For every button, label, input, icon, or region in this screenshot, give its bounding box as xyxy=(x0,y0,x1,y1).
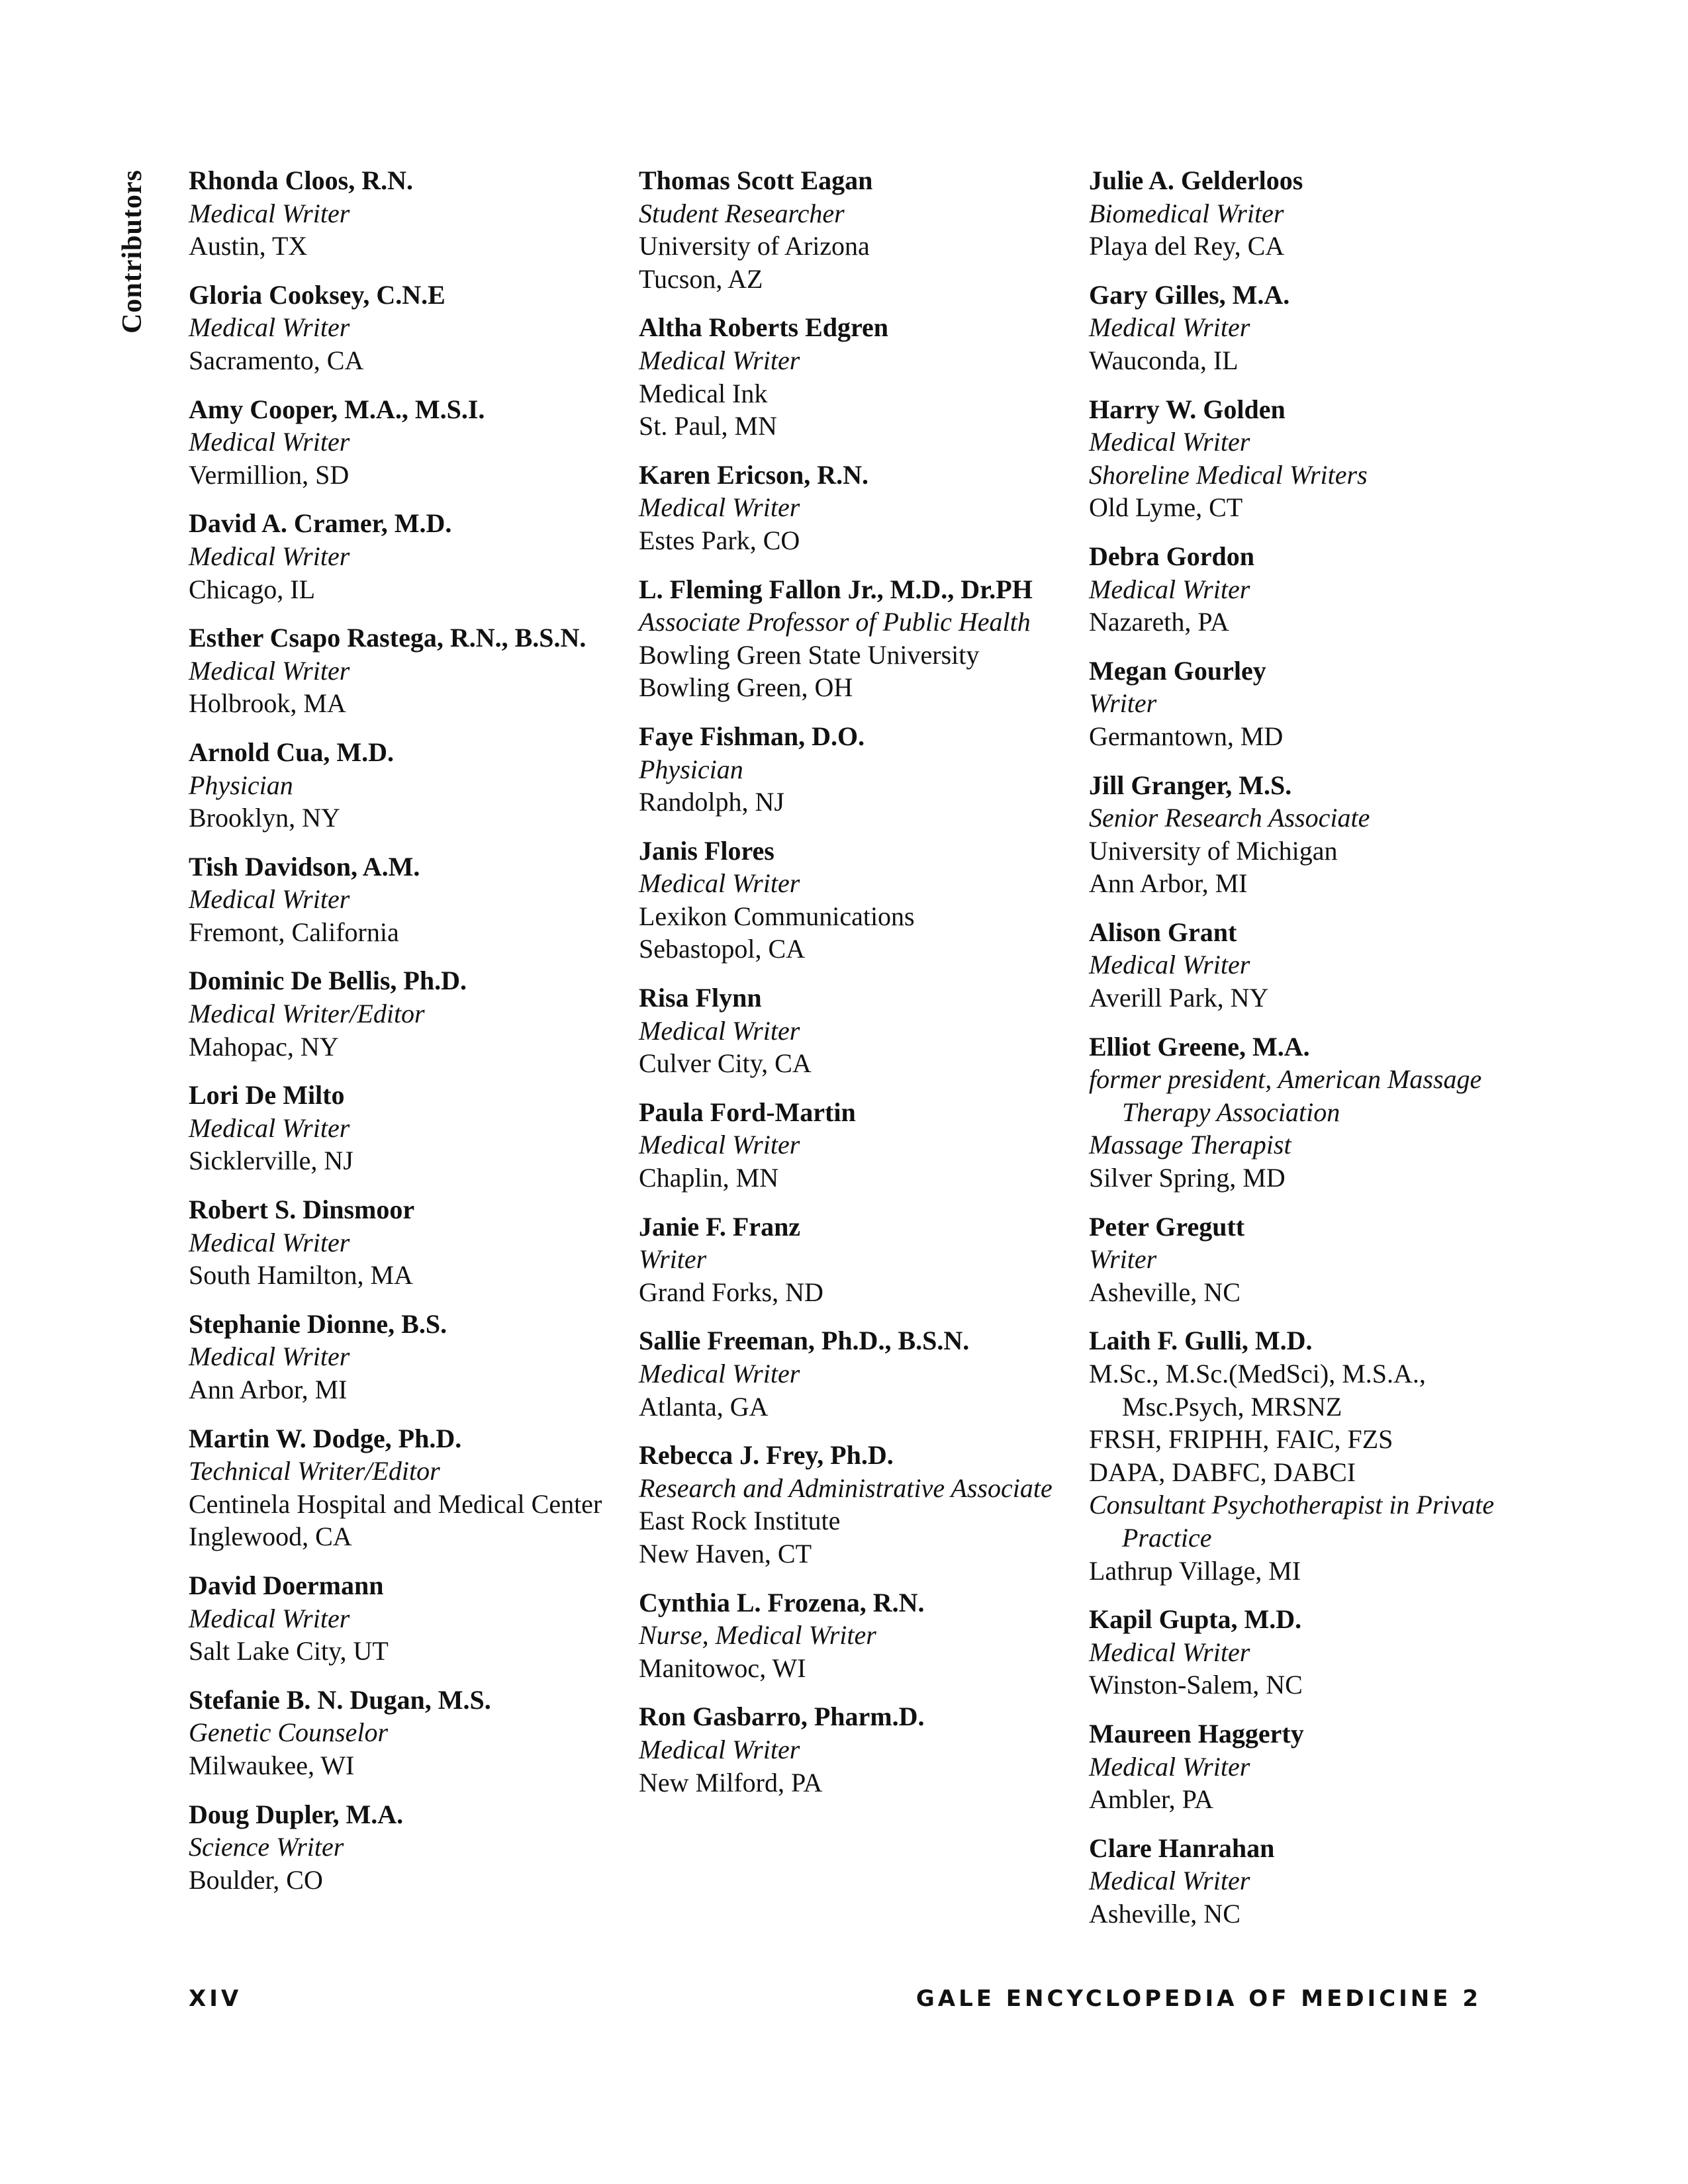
contributor-detail: New Haven, CT xyxy=(639,1538,812,1569)
contributor-title: Medical Writer xyxy=(189,1113,350,1143)
contributor-entry xyxy=(189,1684,612,1782)
contributor-detail: Silver Spring, MD xyxy=(1089,1163,1286,1193)
contributor-entry xyxy=(639,311,1062,442)
contributor-name: Karen Ericson, R.N. xyxy=(639,459,869,490)
contributor-name: Peter Gregutt xyxy=(1089,1211,1245,1242)
contributor-detail: Winston-Salem, NC xyxy=(1089,1670,1303,1700)
contributor-title: Medical Writer xyxy=(189,1603,350,1633)
contributors-column-3 xyxy=(1089,164,1513,1946)
contributor-title: Medical Writer xyxy=(639,1130,800,1160)
contributor-title: Writer xyxy=(639,1244,707,1275)
contributor-title: Medical Writer xyxy=(1089,574,1250,604)
contributor-name: David A. Cramer, M.D. xyxy=(189,508,452,539)
contributor-entry xyxy=(639,1096,1062,1195)
contributor-title: Medical Writer xyxy=(639,1015,800,1046)
contributor-entry xyxy=(639,1586,1062,1685)
contributor-entry xyxy=(189,393,612,492)
contributor-name: Doug Dupler, M.A. xyxy=(189,1799,404,1829)
contributor-title: former president, American Massage Therapy Association xyxy=(1089,1064,1482,1127)
contributor-entry xyxy=(189,850,612,949)
contributor-detail: Boulder, CO xyxy=(189,1864,323,1895)
contributor-detail: Chicago, IL xyxy=(189,574,316,604)
contributor-name: Esther Csapo Rastega, R.N., B.S.N. xyxy=(189,623,586,653)
contributor-name: Stefanie B. N. Dugan, M.S. xyxy=(189,1684,491,1715)
contributor-detail: M.Sc., M.Sc.(MedSci), M.S.A., Msc.Psych, MRSNZ xyxy=(1089,1359,1426,1422)
contributor-entry xyxy=(189,1079,612,1177)
contributor-title: Medical Writer xyxy=(639,492,800,523)
contributor-detail: Sacramento, CA xyxy=(189,345,364,375)
contributor-detail: Bowling Green State University xyxy=(639,639,980,670)
contributor-name: Paula Ford-Martin xyxy=(639,1097,856,1127)
contributor-entry xyxy=(1089,279,1513,377)
contributor-detail: Asheville, NC xyxy=(1089,1277,1241,1307)
contributor-entry xyxy=(639,573,1062,704)
contributor-title: Medical Writer xyxy=(189,1227,350,1257)
contributor-name: Dominic De Bellis, Ph.D. xyxy=(189,966,467,996)
contributor-name: Martin W. Dodge, Ph.D. xyxy=(189,1423,462,1453)
contributor-entry xyxy=(189,507,612,606)
contributor-title: Physician xyxy=(189,770,293,800)
contributor-detail: Asheville, NC xyxy=(1089,1898,1241,1929)
contributor-title: Shoreline Medical Writers xyxy=(1089,459,1368,490)
contributor-detail: Holbrook, MA xyxy=(189,688,346,719)
contributor-detail: Wauconda, IL xyxy=(1089,345,1239,375)
contributor-title: Associate Professor of Public Health xyxy=(639,607,1031,637)
contributor-title: Medical Writer xyxy=(189,198,350,228)
contributor-entry xyxy=(639,164,1062,295)
contributor-detail: Nazareth, PA xyxy=(1089,607,1229,637)
contributor-entry xyxy=(1089,393,1513,524)
contributor-detail: Manitowoc, WI xyxy=(639,1653,806,1683)
contributor-title: Writer xyxy=(1089,688,1157,719)
contributor-entry xyxy=(1089,1603,1513,1702)
contributor-entry xyxy=(1089,1030,1513,1195)
contributor-detail: Ann Arbor, MI xyxy=(1089,868,1248,899)
contributor-detail: Estes Park, CO xyxy=(639,525,800,555)
contributor-title: Senior Research Associate xyxy=(1089,803,1370,833)
contributor-name: Harry W. Golden xyxy=(1089,394,1286,424)
contributor-entry xyxy=(189,1193,612,1292)
section-side-label-text: Contributors xyxy=(117,169,148,334)
contributor-name: Sallie Freeman, Ph.D., B.S.N. xyxy=(639,1326,970,1356)
contributor-title: Student Researcher xyxy=(639,198,845,228)
contributor-name: Arnold Cua, M.D. xyxy=(189,737,395,767)
contributor-name: Tish Davidson, A.M. xyxy=(189,851,420,882)
contributor-entry xyxy=(189,279,612,377)
contributor-title: Medical Writer xyxy=(1089,427,1250,457)
contributor-entry xyxy=(189,621,612,720)
contributor-title: Physician xyxy=(639,754,743,784)
contributor-name: Debra Gordon xyxy=(1089,541,1254,571)
contributor-entry xyxy=(639,981,1062,1080)
contributor-entry xyxy=(1089,769,1513,900)
contributor-title: Genetic Counselor xyxy=(189,1717,389,1748)
contributor-name: Robert S. Dinsmoor xyxy=(189,1195,415,1225)
contributor-detail: Randolph, NJ xyxy=(639,787,784,817)
contributor-title: Medical Writer xyxy=(1089,950,1250,980)
contributor-detail: Medical Ink xyxy=(639,378,768,408)
contributor-detail: Sicklerville, NJ xyxy=(189,1146,353,1176)
contributor-detail: Chaplin, MN xyxy=(639,1163,779,1193)
contributor-name: Jill Granger, M.S. xyxy=(1089,770,1292,800)
contributor-detail: DAPA, DABFC, DABCI xyxy=(1089,1457,1356,1487)
footer-page-number: XIV xyxy=(189,1985,242,2012)
contributor-name: Julie A. Gelderloos xyxy=(1089,165,1303,195)
contributor-detail: Old Lyme, CT xyxy=(1089,492,1243,523)
contributor-entry xyxy=(1089,540,1513,639)
contributor-entry xyxy=(639,1439,1062,1570)
contributor-entry xyxy=(1089,916,1513,1015)
contributor-detail: Salt Lake City, UT xyxy=(189,1636,389,1666)
contributor-name: Lori De Milto xyxy=(189,1080,345,1111)
contributor-entry xyxy=(1089,1717,1513,1816)
contributor-name: Maureen Haggerty xyxy=(1089,1718,1304,1749)
contributor-entry xyxy=(1089,1832,1513,1931)
contributor-detail: FRSH, FRIPHH, FAIC, FZS xyxy=(1089,1424,1393,1455)
contributor-name: Janie F. Franz xyxy=(639,1211,801,1242)
contributor-title: Medical Writer xyxy=(639,1734,800,1764)
contributor-name: David Doermann xyxy=(189,1570,384,1600)
contributor-entry xyxy=(639,1700,1062,1799)
contributor-title: Science Writer xyxy=(189,1832,344,1862)
contributor-name: Clare Hanrahan xyxy=(1089,1833,1275,1863)
contributor-name: Megan Gourley xyxy=(1089,655,1266,686)
contributor-title: Medical Writer xyxy=(189,655,350,686)
contributor-detail: Ambler, PA xyxy=(1089,1784,1214,1815)
contributor-title: Writer xyxy=(1089,1244,1157,1275)
contributor-entry xyxy=(1089,1324,1513,1587)
contributor-entry xyxy=(639,1324,1062,1423)
contributor-name: Elliot Greene, M.A. xyxy=(1089,1031,1310,1062)
contributor-title: Medical Writer xyxy=(189,884,350,915)
contributor-detail: Sebastopol, CA xyxy=(639,934,806,964)
contributor-title: Medical Writer xyxy=(1089,1866,1250,1896)
contributor-entry xyxy=(189,164,612,263)
contributor-name: L. Fleming Fallon Jr., M.D., Dr.PH xyxy=(639,574,1033,604)
contributor-title: Research and Administrative Associate xyxy=(639,1473,1053,1503)
contributor-entry xyxy=(189,1422,612,1553)
contributor-name: Rhonda Cloos, R.N. xyxy=(189,165,413,195)
contributor-detail: Averill Park, NY xyxy=(1089,983,1269,1013)
contributor-name: Amy Cooper, M.A., M.S.I. xyxy=(189,394,485,424)
contributor-title: Medical Writer xyxy=(189,1342,350,1372)
contributor-entry xyxy=(189,964,612,1063)
contributor-detail: Germantown, MD xyxy=(1089,721,1284,751)
contributor-name: Thomas Scott Eagan xyxy=(639,165,873,195)
contributor-detail: Inglewood, CA xyxy=(189,1522,352,1552)
contributor-name: Rebecca J. Frey, Ph.D. xyxy=(639,1440,894,1471)
contributors-column-1 xyxy=(189,164,612,1912)
contributor-detail: South Hamilton, MA xyxy=(189,1260,413,1291)
contributor-name: Kapil Gupta, M.D. xyxy=(1089,1604,1302,1635)
contributor-title: Biomedical Writer xyxy=(1089,198,1284,228)
contributor-detail: University of Arizona xyxy=(639,231,870,261)
section-side-label xyxy=(99,165,165,338)
contributor-entry xyxy=(639,1210,1062,1309)
contributor-detail: Milwaukee, WI xyxy=(189,1750,355,1780)
contributor-name: Altha Roberts Edgren xyxy=(639,312,889,343)
contributor-detail: Centinela Hospital and Medical Center xyxy=(189,1488,602,1519)
contributor-name: Faye Fishman, D.O. xyxy=(639,721,865,751)
contributors-column-2 xyxy=(639,164,1062,1815)
contributor-title: Consultant Psychotherapist in Private Practice xyxy=(1089,1490,1495,1553)
contributor-name: Risa Flynn xyxy=(639,983,762,1013)
contributor-detail: Ann Arbor, MI xyxy=(189,1375,348,1404)
contributor-detail: Bowling Green, OH xyxy=(639,672,853,703)
contributor-entry xyxy=(639,835,1062,966)
contributor-title: Medical Writer xyxy=(1089,1637,1250,1667)
contributor-title: Technical Writer/Editor xyxy=(189,1456,440,1486)
contributor-name: Ron Gasbarro, Pharm.D. xyxy=(639,1702,925,1732)
contributor-entry xyxy=(1089,1210,1513,1309)
contributor-entry xyxy=(189,1798,612,1897)
contributor-name: Gary Gilles, M.A. xyxy=(1089,279,1290,310)
contributor-detail: Fremont, California xyxy=(189,917,399,947)
contributor-entry xyxy=(189,1308,612,1406)
contributor-detail: East Rock Institute xyxy=(639,1506,841,1536)
contributor-detail: Lexikon Communications xyxy=(639,901,915,931)
contributor-name: Janis Flores xyxy=(639,835,774,866)
contributor-entry xyxy=(189,1569,612,1668)
contributor-name: Laith F. Gulli, M.D. xyxy=(1089,1326,1313,1356)
contributor-title: Medical Writer xyxy=(189,312,350,343)
contributor-title: Medical Writer xyxy=(1089,312,1250,343)
contributor-detail: St. Paul, MN xyxy=(639,411,777,441)
contributor-detail: Vermillion, SD xyxy=(189,459,350,490)
footer-book-title: GALE ENCYCLOPEDIA OF MEDICINE 2 xyxy=(915,1985,1481,2012)
contributor-title: Medical Writer xyxy=(189,541,350,571)
contributor-detail: New Milford, PA xyxy=(639,1767,823,1797)
contributor-title: Medical Writer xyxy=(639,868,800,899)
contributor-title: Medical Writer xyxy=(1089,1751,1250,1782)
contributor-name: Alison Grant xyxy=(1089,917,1237,947)
contributor-title: Nurse, Medical Writer xyxy=(639,1620,876,1651)
contributor-detail: Culver City, CA xyxy=(639,1048,812,1079)
contributor-title: Medical Writer xyxy=(639,1359,800,1388)
contributor-detail: Austin, TX xyxy=(189,231,308,261)
contributor-title: Massage Therapist xyxy=(1089,1130,1291,1160)
contributor-detail: Atlanta, GA xyxy=(639,1391,769,1422)
contributor-detail: Grand Forks, ND xyxy=(639,1277,823,1307)
contributor-entry xyxy=(189,736,612,835)
contributor-detail: Tucson, AZ xyxy=(639,263,763,294)
contributor-title: Medical Writer xyxy=(189,427,350,457)
contributor-detail: Mahopac, NY xyxy=(189,1031,339,1062)
contributor-entry xyxy=(1089,655,1513,753)
contributor-name: Stephanie Dionne, B.S. xyxy=(189,1308,447,1339)
contributor-title: Medical Writer/Editor xyxy=(189,999,425,1029)
contributor-entry xyxy=(1089,164,1513,263)
contributor-detail: Brooklyn, NY xyxy=(189,803,340,833)
contributor-entry xyxy=(639,720,1062,819)
contributor-detail: Playa del Rey, CA xyxy=(1089,231,1285,261)
contributor-name: Cynthia L. Frozena, R.N. xyxy=(639,1587,925,1617)
contributor-title: Medical Writer xyxy=(639,345,800,375)
contributor-detail: University of Michigan xyxy=(1089,835,1338,866)
contributor-detail: Lathrup Village, MI xyxy=(1089,1555,1301,1586)
contributor-entry xyxy=(639,459,1062,557)
contributor-name: Gloria Cooksey, C.N.E xyxy=(189,279,445,310)
